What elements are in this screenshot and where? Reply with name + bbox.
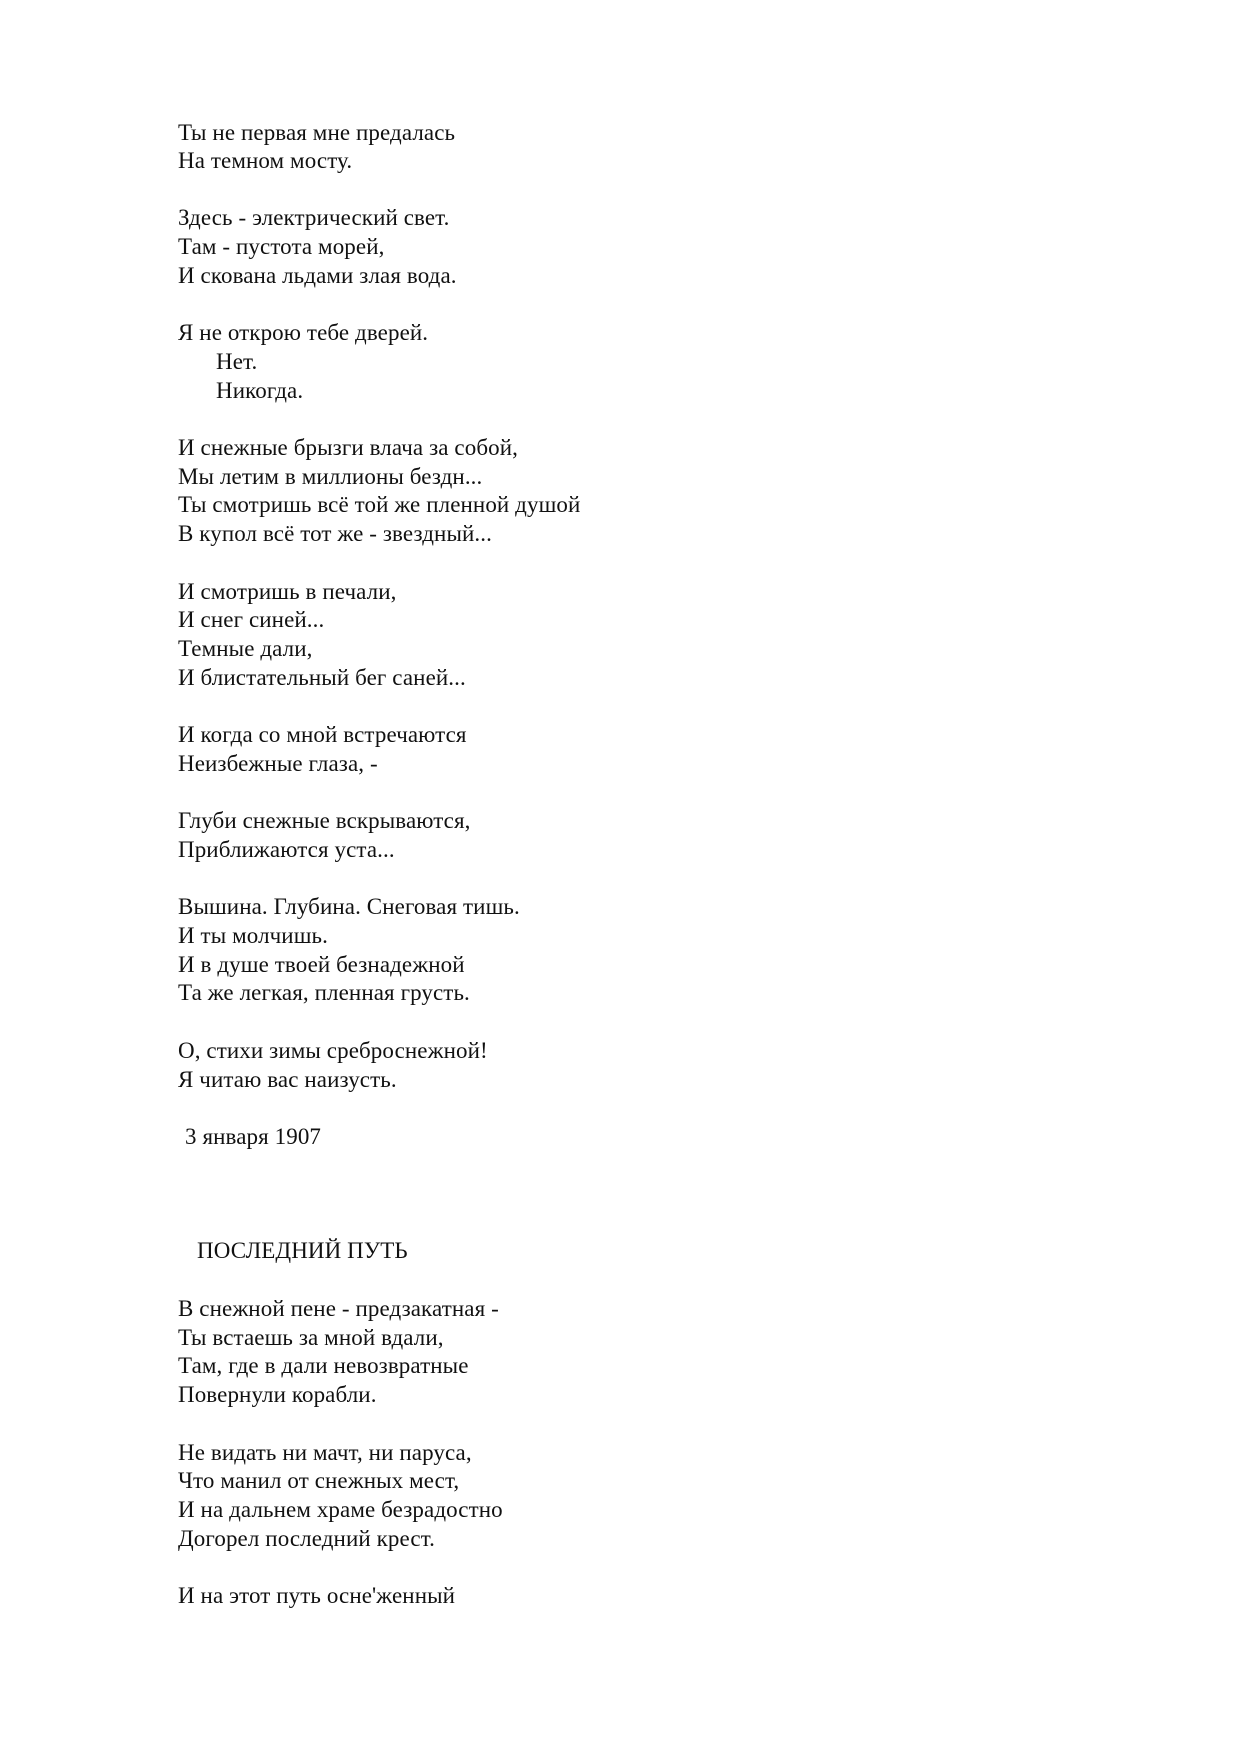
poem-line: Я не открою тебе дверей. [178, 320, 429, 345]
poem-line: Глуби снежные вскрываются, [178, 808, 471, 833]
poem-date: 3 января 1907 [185, 1124, 322, 1149]
poem-line: Догорел последний крест. [178, 1526, 435, 1551]
poem-line: Там, где в дали невозвратные [178, 1353, 469, 1378]
poem-line: И смотришь в печали, [178, 579, 397, 604]
poem-line: И ты молчишь. [178, 923, 328, 948]
poem-line: Повернули корабли. [178, 1382, 377, 1407]
poem-line: Здесь - электрический свет. [178, 205, 450, 230]
poem-line-indented: Никогда. [216, 378, 304, 403]
poem-line: Вышина. Глубина. Снеговая тишь. [178, 894, 520, 919]
poem-line: На темном мосту. [178, 148, 353, 173]
poem-line: Ты встаешь за мной вдали, [178, 1325, 444, 1350]
poem-line: И когда со мной встречаются [178, 722, 467, 747]
poem-line: И в душе твоей безнадежной [178, 952, 465, 977]
poem-line: Приближаются уста... [178, 837, 395, 862]
poem-line: В купол всё тот же - звездный... [178, 521, 492, 546]
poem-line: И на дальнем храме безрадостно [178, 1497, 503, 1522]
poem-line: Я читаю вас наизусть. [178, 1067, 397, 1092]
poem-title: ПОСЛЕДНИЙ ПУТЬ [197, 1238, 408, 1263]
poem-line: И снежные брызги влача за собой, [178, 435, 518, 460]
poem-line: Не видать ни мачт, ни паруса, [178, 1440, 472, 1465]
poem-line: В снежной пене - предзакатная - [178, 1296, 499, 1321]
poem-line: И блистательный бег саней... [178, 665, 466, 690]
poem-line: Неизбежные глаза, - [178, 751, 378, 776]
poem-line: О, стихи зимы среброснежной! [178, 1038, 488, 1063]
poem-line: Темные дали, [178, 636, 313, 661]
poem-line: И скована льдами злая вода. [178, 263, 457, 288]
poem-line: Та же легкая, пленная грусть. [178, 980, 470, 1005]
poem-line: И снег синей... [178, 607, 325, 632]
poem-line: И на этот путь осне'женный [178, 1583, 456, 1608]
poem-line-indented: Нет. [216, 349, 258, 374]
poem-line: Что манил от снежных мест, [178, 1468, 460, 1493]
poem-line: Ты смотришь всё той же пленной душой [178, 492, 581, 517]
poem-line: Там - пустота морей, [178, 234, 385, 259]
poem-line: Ты не первая мне предалась [178, 120, 456, 145]
poem-line: Мы летим в миллионы бездн... [178, 464, 483, 489]
